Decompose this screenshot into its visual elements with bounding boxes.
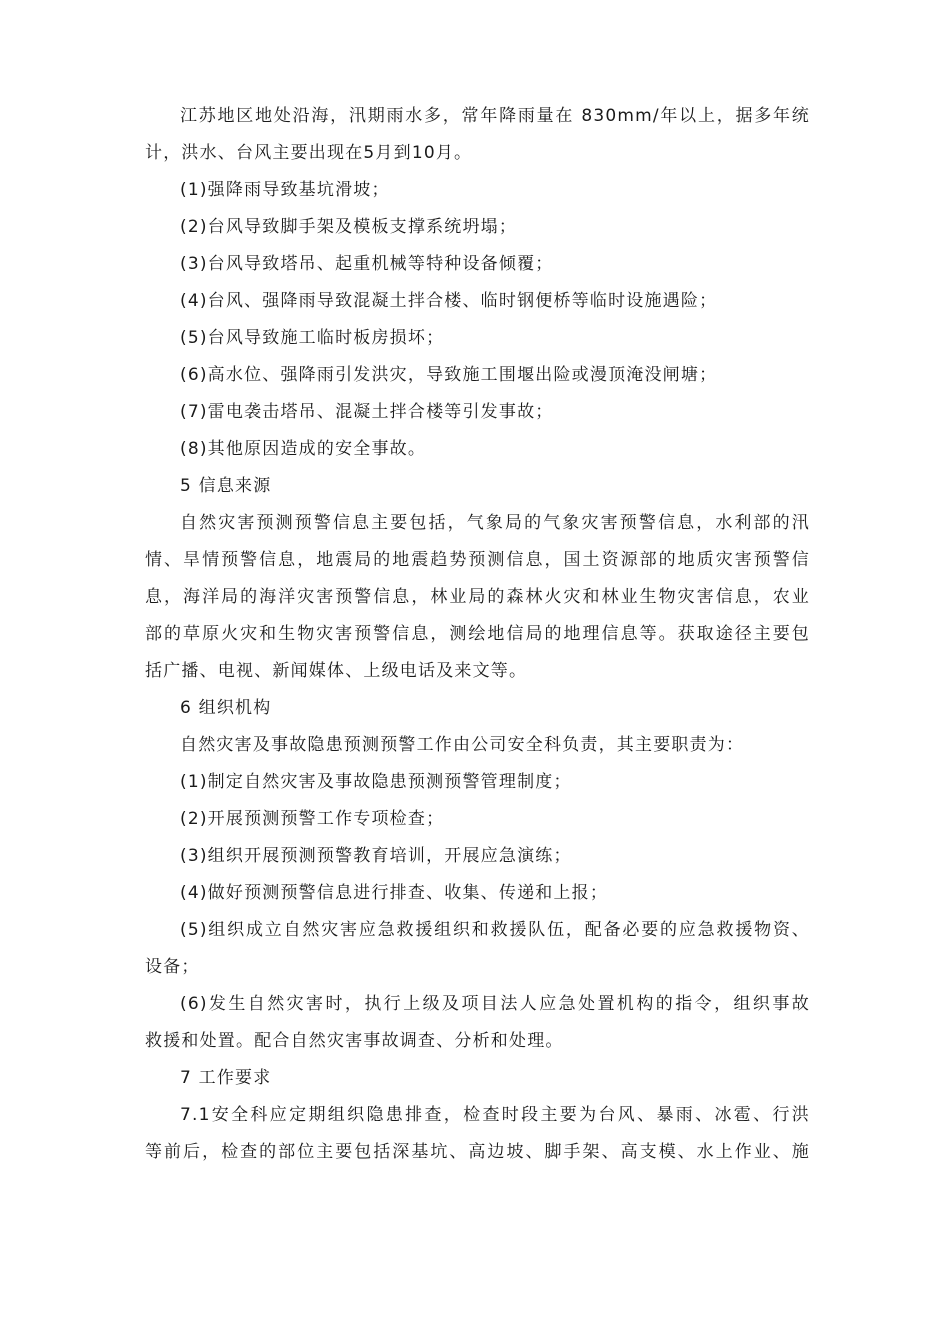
paragraph-line: 江苏地区地处沿海，汛期雨水多，常年降雨量在 830mm/年以上，据多年统 bbox=[180, 106, 810, 126]
list-item: (4)台风、强降雨导致混凝土拌合楼、临时钢便桥等临时设施遇险； bbox=[180, 291, 718, 311]
paragraph-line: 自然灾害预测预警信息主要包括，气象局的气象灾害预警信息，水利部的汛 bbox=[180, 513, 810, 533]
list-item: (6)高水位、强降雨引发洪灾，导致施工围堰出险或漫顶淹没闸塘； bbox=[180, 365, 718, 385]
list-item: (2)台风导致脚手架及模板支撑系统坍塌； bbox=[180, 217, 518, 237]
paragraph-line: 救援和处置。配合自然灾害事故调查、分析和处理。 bbox=[145, 1031, 564, 1051]
section-heading: 5 信息来源 bbox=[180, 476, 272, 496]
list-item: (3)台风导致塔吊、起重机械等特种设备倾覆； bbox=[180, 254, 554, 274]
section-heading: 7 工作要求 bbox=[180, 1068, 272, 1088]
paragraph-line: 息，海洋局的海洋灾害预警信息，林业局的森林火灾和林业生物灾害信息，农业 bbox=[145, 587, 810, 607]
paragraph-line: 括广播、电视、新闻媒体、上级电话及来文等。 bbox=[145, 661, 528, 681]
list-item: (1)强降雨导致基坑滑坡； bbox=[180, 180, 390, 200]
list-item: (5)组织成立自然灾害应急救援组织和救援队伍，配备必要的应急救援物资、 bbox=[180, 920, 810, 940]
paragraph-line: 情、旱情预警信息，地震局的地震趋势预测信息，国土资源部的地质灾害预警信 bbox=[145, 550, 810, 570]
list-item: (6)发生自然灾害时，执行上级及项目法人应急处置机构的指令，组织事故 bbox=[180, 994, 810, 1014]
list-item: (1)制定自然灾害及事故隐患预测预警管理制度； bbox=[180, 772, 572, 792]
paragraph-line: 计，洪水、台风主要出现在5月到10月。 bbox=[145, 143, 473, 163]
paragraph-line: 7.1安全科应定期组织隐患排查，检查时段主要为台风、暴雨、冰雹、行洪 bbox=[180, 1105, 810, 1125]
paragraph-line: 设备； bbox=[145, 957, 200, 977]
list-item: (8)其他原因造成的安全事故。 bbox=[180, 439, 427, 459]
list-item: (5)台风导致施工临时板房损坏； bbox=[180, 328, 445, 348]
paragraph-line: 自然灾害及事故隐患预测预警工作由公司安全科负责，其主要职责为： bbox=[180, 735, 745, 755]
paragraph-line: 部的草原火灾和生物灾害预警信息，测绘地信局的地理信息等。获取途径主要包 bbox=[145, 624, 810, 644]
list-item: (3)组织开展预测预警教育培训，开展应急演练； bbox=[180, 846, 572, 866]
list-item: (4)做好预测预警信息进行排查、收集、传递和上报； bbox=[180, 883, 609, 903]
list-item: (7)雷电袭击塔吊、混凝土拌合楼等引发事故； bbox=[180, 402, 554, 422]
section-heading: 6 组织机构 bbox=[180, 698, 272, 718]
paragraph-line: 等前后，检查的部位主要包括深基坑、高边坡、脚手架、高支模、水上作业、施 bbox=[145, 1142, 810, 1162]
document-body bbox=[145, 98, 810, 1171]
list-item: (2)开展预测预警工作专项检查； bbox=[180, 809, 445, 829]
